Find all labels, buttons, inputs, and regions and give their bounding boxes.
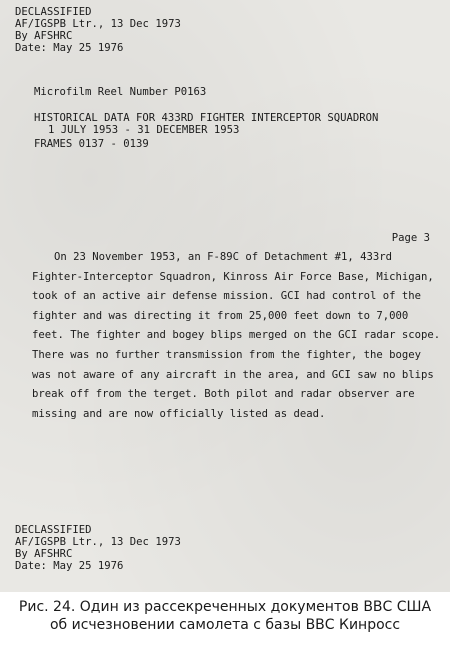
stamp-line: By AFSHRC xyxy=(15,548,73,560)
stamp-line: AF/IGSPB Ltr., 13 Dec 1973 xyxy=(15,536,181,548)
stamp-line: By AFSHRC xyxy=(15,30,73,42)
stamp-line: AF/IGSPB Ltr., 13 Dec 1973 xyxy=(15,18,181,30)
stamp-line: Date: May 25 1976 xyxy=(15,560,124,572)
declassified-stamp-bottom xyxy=(15,524,181,572)
figure-caption xyxy=(0,598,450,634)
caption-line-1: Рис. 24. Один из рассекреченных документов ВВС США xyxy=(18,599,432,615)
stamp-line: Date: May 25 1976 xyxy=(15,42,124,54)
declassified-stamp-top xyxy=(15,6,181,54)
page-number: Page 3 xyxy=(391,232,430,244)
header-dates: 1 JULY 1953 - 31 DECEMBER 1953 xyxy=(48,124,240,136)
stamp-line: DECLASSIFIED xyxy=(15,524,92,536)
document-header xyxy=(34,112,378,136)
microfilm-reel: Microfilm Reel Number P0163 xyxy=(34,86,207,98)
frames-range: FRAMES 0137 - 0139 xyxy=(34,138,149,150)
header-title: HISTORICAL DATA FOR 433RD FIGHTER INTERCEPTOR SQUADRON xyxy=(34,112,379,124)
stamp-line: DECLASSIFIED xyxy=(15,6,92,18)
body-paragraph: On 23 November 1953, an F-89C of Detachment #1, 433rd Fighter-Interceptor Squadron, Kinross Air Force Base, Michigan, took of an active air defense mission. GCI had control of the fighter and was directing it from 25,000 feet down to 7,000 feet. The fighter and bogey blips merged on the GCI radar scope. There was no further transmission from the fighter, the bogey was not aware of any aircraft in the area, and GCI saw no blips break off from the terget. Both pilot and radar observer are missing and are now officially listed as dead. xyxy=(32,251,441,420)
caption-line-2: об исчезновении самолета с базы ВВС Кинросс xyxy=(49,617,401,633)
